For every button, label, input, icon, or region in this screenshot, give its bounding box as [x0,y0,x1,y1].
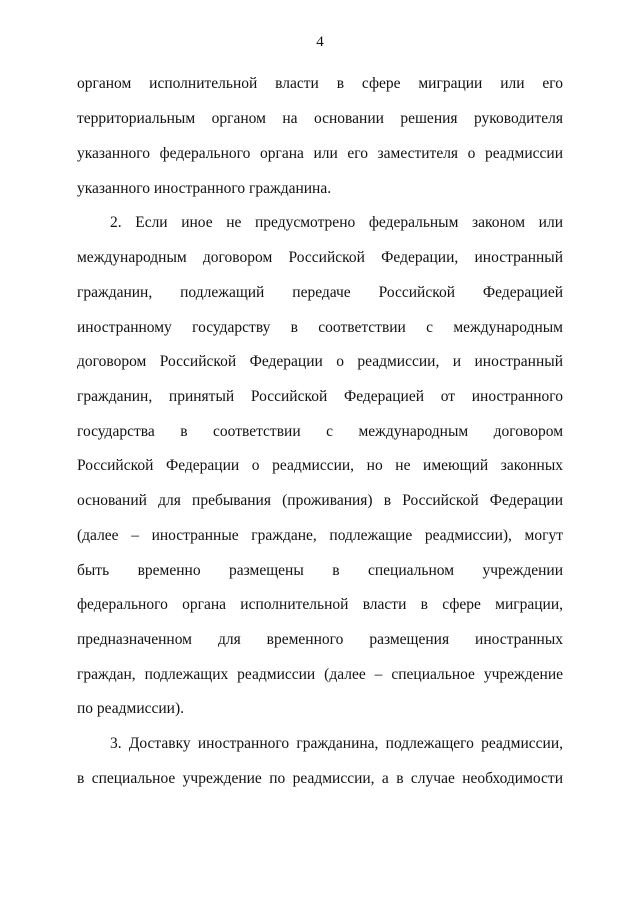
text-line: указанного иностранного гражданина. [77,180,332,197]
paragraph-2-start: 2. Если иное не предусмотрено федеральным законом или [110,214,563,231]
text-line: (далее – иностранные граждане, подлежащие реадмиссии), могут [77,527,563,544]
text-line: органом исполнительной власти в сфере миграции или его [77,75,563,92]
text-line: в специальное учреждение по реадмиссии, а в случае необходимости [77,770,563,787]
text-line: граждан, подлежащих реадмиссии (далее – специальное учреждение [77,666,563,683]
text-line: предназначенном для временного размещения иностранных [77,631,563,648]
text-line: территориальным органом на основании решения руководителя [77,110,563,127]
page-number: 4 [316,34,324,50]
text-line: гражданин, подлежащий передаче Российской Федерацией [77,284,563,301]
text-line: Российской Федерации о реадмиссии, но не имеющий законных [77,457,563,474]
text-line: договором Российской Федерации о реадмиссии, и иностранный [77,353,563,370]
text-line: указанного федерального органа или его заместителя о реадмиссии [77,145,563,162]
text-line: по реадмиссии). [77,700,184,717]
text-line: иностранному государству в соответствии с международным [77,319,563,336]
paragraph-3-start: 3. Доставку иностранного гражданина, подлежащего реадмиссии, [110,735,563,752]
text-line: быть временно размещены в специальном учреждении [77,562,563,579]
text-line: оснований для пребывания (проживания) в Российской Федерации [77,492,563,509]
text-line: федерального органа исполнительной власти в сфере миграции, [77,596,563,613]
text-line: гражданин, принятый Российской Федерацией от иностранного [77,388,563,405]
text-line: государства в соответствии с международным договором [77,423,563,440]
text-line: международным договором Российской Федерации, иностранный [77,249,563,266]
